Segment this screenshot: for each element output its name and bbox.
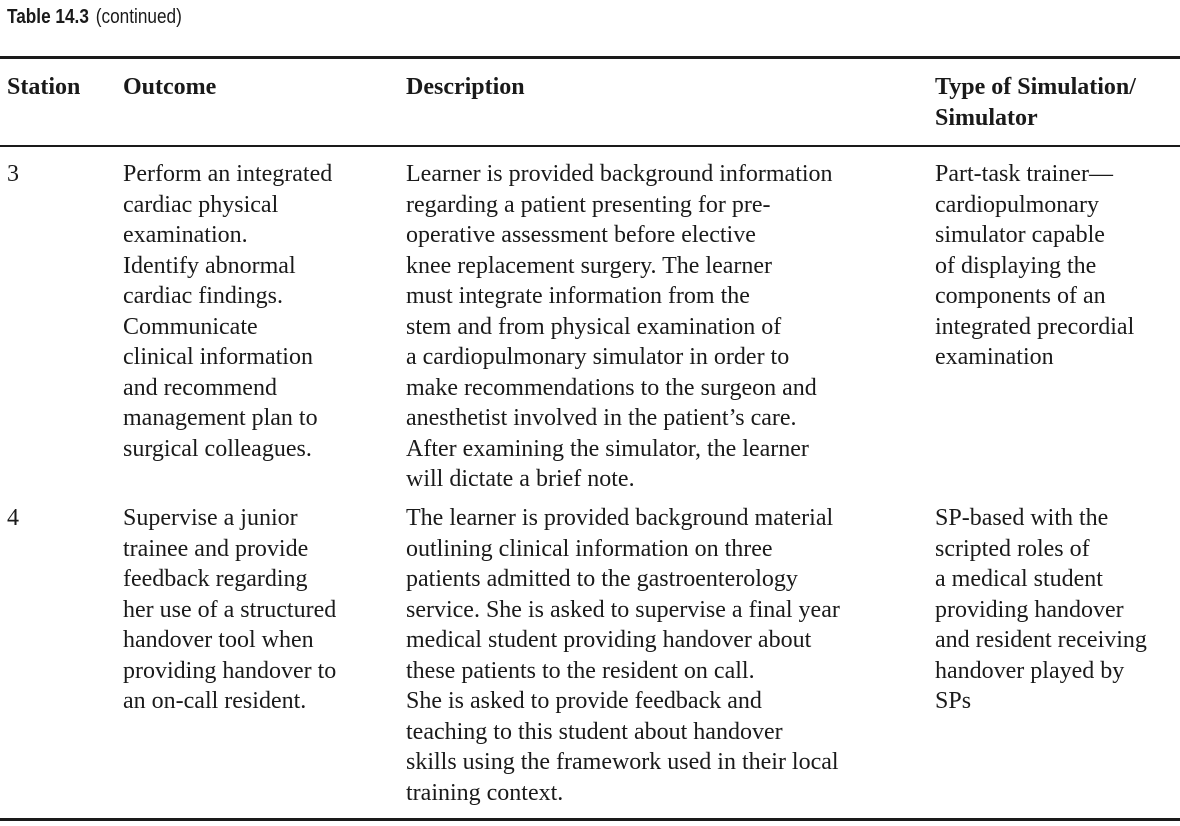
header-description: Description (406, 74, 525, 100)
row-description: Learner is provided background information regarding a patient presenting for pre- operative assessment before elective knee replacement surgery. The learner must integrate information from the stem and from physical examination of a cardiopulmonary simulator in order to make recommendations to the surgeon and anesthetist involved in the patient’s care. After examining the simulator, the learner will dictate a brief note. (406, 161, 833, 492)
table-continued-note: (continued) (95, 6, 182, 28)
header-outcome: Outcome (123, 74, 217, 100)
table-top-rule (0, 56, 1180, 59)
row-description: The learner is provided background material outlining clinical information on three patients admitted to the gastroenterology service. She is asked to supervise a final year medical student providing handover about these patients to the resident on call. She is asked to provide feedback and teaching to this student about handover skills using the framework used in their local training context. (406, 505, 840, 806)
row-outcome: Perform an integrated cardiac physical examination. Identify abnormal cardiac findings. Communicate clinical information and recommend management plan to surgical colleagues. (123, 161, 333, 462)
table-caption (7, 6, 182, 29)
header-station: Station (7, 74, 81, 100)
row-station: 3 (7, 161, 19, 187)
row-simulation-type: SP-based with the scripted roles of a medical student providing handover and resident receiving handover played by SPs (935, 505, 1147, 714)
row-station: 4 (7, 505, 19, 531)
table-bottom-rule (0, 818, 1180, 821)
table-number: Table 14.3 (7, 6, 89, 28)
table-header-rule (0, 145, 1180, 147)
header-type-of-simulation: Type of Simulation/ Simulator (935, 74, 1136, 131)
row-outcome: Supervise a junior trainee and provide feedback regarding her use of a structured handover tool when providing handover to an on-call resident. (123, 505, 337, 714)
row-simulation-type: Part-task trainer— cardiopulmonary simulator capable of displaying the components of an integrated precordial examination (935, 161, 1135, 370)
